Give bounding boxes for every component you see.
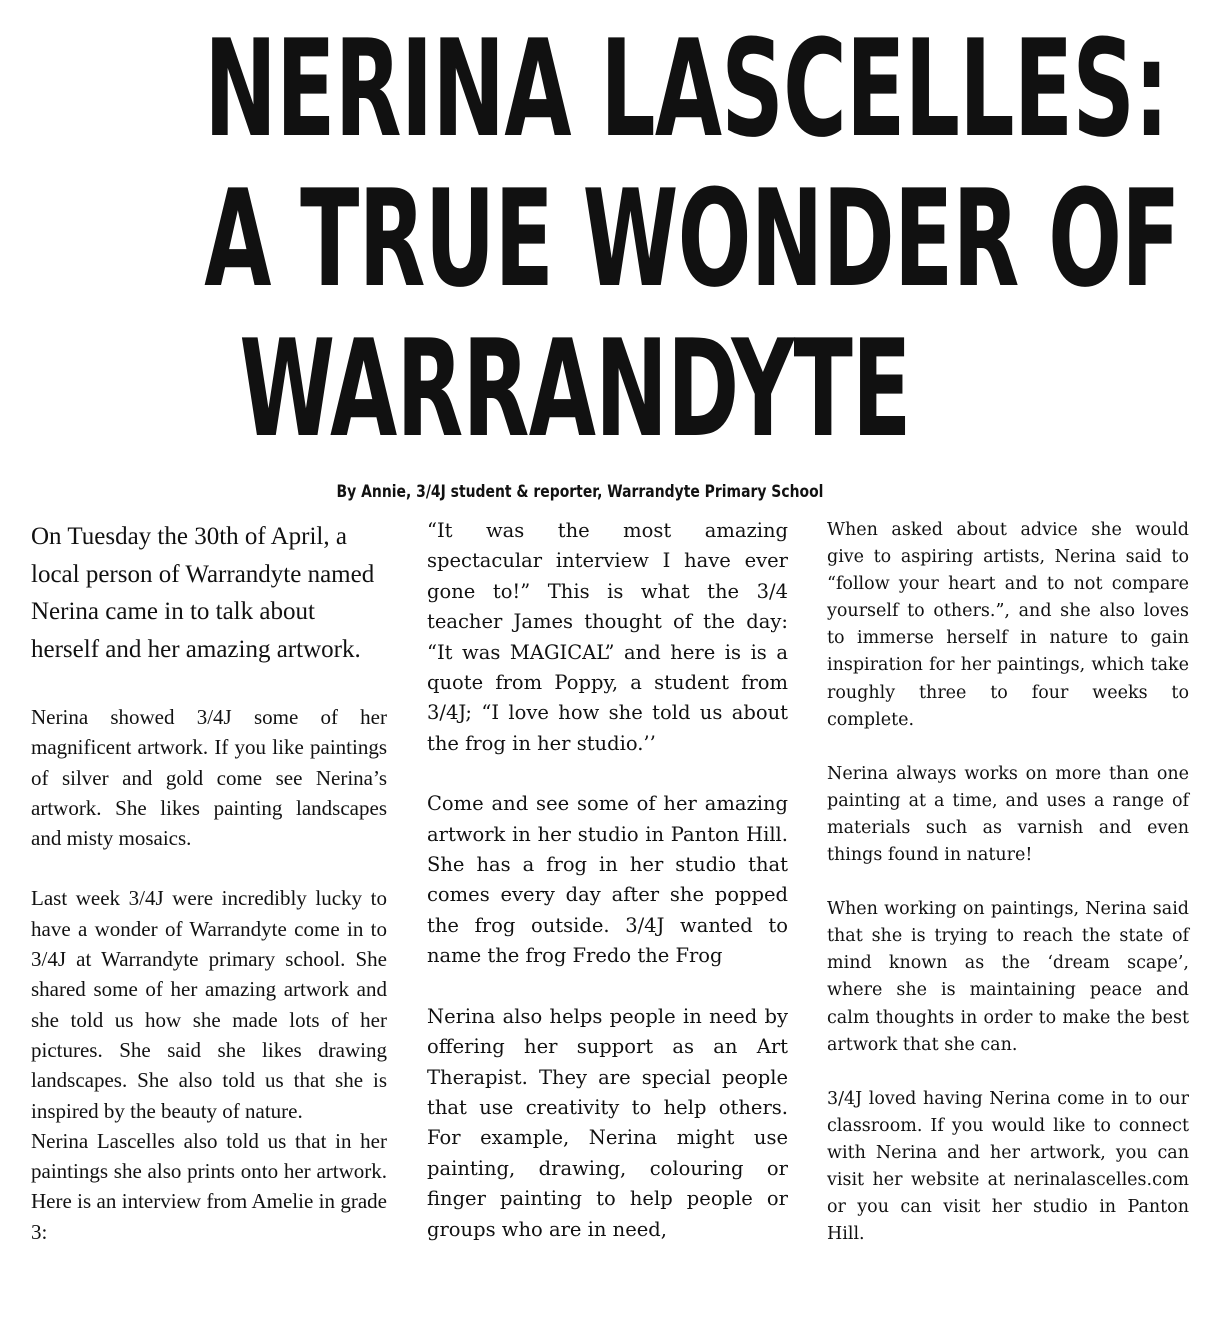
- paragraph: “It was the most amazing spectacular interview I have ever gone to!” This is what the 3/4 teacher James thought of the day: “It was MAGICAL” and here is is a quote from Poppy, a student from 3/4J; “I love how she told us about the frog in her studio.’’: [427, 519, 788, 755]
- paragraph: Nerina also helps people in need by offering her support as an Art Therapist. They are special people that use creativity to help others. For example, Nerina might use painting, drawing, colouring or finger painting to help people or groups who are in need,: [427, 1004, 788, 1241]
- paragraph: When working on paintings, Nerina said that she is trying to reach the state of mind known as the ‘dream scape’, where she is maintaining peace and calm thoughts in order to make the best artwork that she can.: [827, 899, 1189, 1055]
- column-1: [31, 518, 387, 1247]
- paragraph: When asked about advice she would give to aspiring artists, Nerina said to “follow your heart and to not compare yourself to others.”, and she also loves to immerse herself in nature to gain inspiration for her paintings, which take roughly three to four weeks to complete.: [827, 520, 1189, 730]
- paragraph: 3/4J loved having Nerina come in to our classroom. If you would like to connect with Nerina and her artwork, you can visit her website at nerinalascelles.com or you can visit her studio in Panton Hill.: [827, 1088, 1189, 1245]
- paragraph: Come and see some of her amazing artwork in her studio in Panton Hill. She has a frog in her studio that comes every day after she popped the frog outside. 3/4J wanted to name the frog Fredo the Frog: [427, 792, 788, 968]
- headline-line-2: A TRUE WONDER OF: [204, 161, 1180, 317]
- paragraph: Nerina always works on more than one painting at a time, and uses a range of materials such as varnish and even things found in nature!: [827, 763, 1189, 866]
- headline-line-3: WARRANDYTE: [239, 311, 911, 467]
- column-3: [827, 517, 1189, 1248]
- paragraph: Nerina showed 3/4J some of her magnificent artwork. If you like paintings of silver and gold come see Nerina’s artwork. She likes painting landscapes and misty mosaics.: [31, 705, 387, 851]
- paragraph: Nerina Lascelles also told us that in her paintings she also prints onto her artwork. Here is an interview from Amelie in grade 3:: [31, 1128, 387, 1244]
- byline: By Annie, 3/4J student & reporter, Warrandyte Primary School: [336, 482, 824, 502]
- column-2: [427, 516, 788, 1245]
- paragraph: Last week 3/4J were incredibly lucky to have a wonder of Warrandyte come in to 3/4J at Warrandyte primary school. She shared some of her amazing artwork and she told us how she made lots of her pictures. She said she likes drawing landscapes. She also told us that she is inspired by the beauty of nature.: [31, 886, 387, 1123]
- headline: [204, 11, 1180, 467]
- lead-paragraph: On Tuesday the 30th of April, a local person of Warrandyte named Nerina came in to talk about herself and her amazing artwork.: [31, 523, 375, 663]
- headline-line-1: NERINA LASCELLES:: [204, 11, 1169, 167]
